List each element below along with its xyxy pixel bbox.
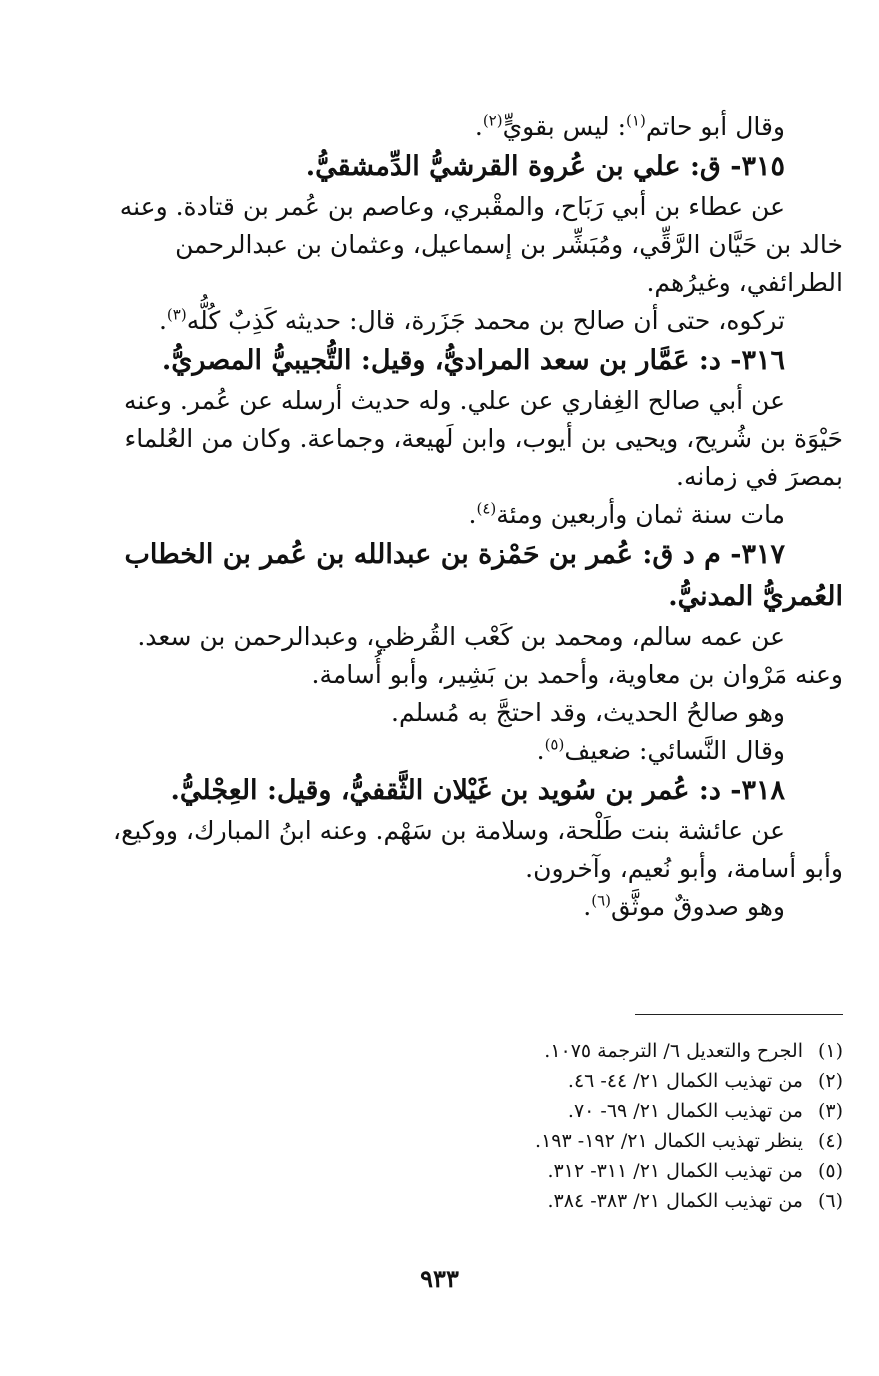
footnote <box>131 1186 843 1216</box>
footnote <box>131 1126 843 1156</box>
footnote-marker: (٤) <box>476 499 497 518</box>
footnote-text: من تهذيب الكمال ٢١/ ٤٤- ٤٦. <box>567 1070 803 1092</box>
footnote <box>131 1096 843 1126</box>
entry-heading-316: ٣١٦- د: عَمَّار بن سعد المراديُّ، وقيل: التُّجيبيُّ المصريُّ. <box>161 345 785 376</box>
text-line: عن عائشة بنت طَلْحة، وسلامة بن سَهْم. وعنه ابنُ المبارك، ووكيع، <box>113 816 785 845</box>
text-line: بمصرَ في زمانه. <box>676 462 843 491</box>
footnote-text: الجرح والتعديل ٦/ الترجمة ١٠٧٥. <box>544 1040 803 1062</box>
text-line: تركوه، حتى أن صالح بن محمد جَزَرة، قال: حديثه كَذِبٌ كُلُّه$^{(٣)}$. <box>158 305 785 335</box>
footnote-marker: (٣) <box>166 305 187 324</box>
text-line: وأبو أسامة، وأبو نُعيم، وآخرون. <box>525 854 843 883</box>
footnote-number: (٥) <box>817 1160 843 1182</box>
footnote-number: (٤) <box>817 1130 843 1152</box>
footnote-marker: (١) <box>626 111 646 130</box>
text-line: الطرائفي، وغيرُهم. <box>646 268 843 297</box>
entry-heading-318: ٣١٨- د: عُمر بن سُويد بن غَيْلان الثَّقفيُّ، وقيل: العِجْليُّ. <box>170 775 785 806</box>
text-line: عن عمه سالم، ومحمد بن كَعْب القُرظي، وعبدالرحمن بن سعد. <box>137 622 785 651</box>
footnote-divider <box>635 1014 843 1015</box>
text-line: وعنه مَرْوان بن معاوية، وأحمد بن بَشِير، وأبو أُسامة. <box>311 660 843 689</box>
footnote-number: (١) <box>817 1040 843 1062</box>
text-line: خالد بن حَيَّان الرَّقِّي، ومُبَشِّر بن إسماعيل، وعثمان بن عبدالرحمن <box>175 230 843 259</box>
footnote-text: من تهذيب الكمال ٢١/ ٣١١- ٣١٢. <box>547 1160 803 1182</box>
entry-heading-315: ٣١٥- ق: علي بن عُروة القرشيُّ الدِّمشقيُّ. <box>305 151 785 182</box>
text-line: مات سنة ثمان وأربعين ومئة$^{(٤)}$. <box>468 499 785 529</box>
footnote-text: من تهذيب الكمال ٢١/ ٣٨٣- ٣٨٤. <box>547 1190 803 1212</box>
footnotes <box>131 1036 843 1216</box>
text-line: عن أبي صالح الغِفاري عن علي. وله حديث أرسله عن عُمر. وعنه <box>124 386 785 415</box>
footnote-number: (٦) <box>817 1190 843 1212</box>
footnote-marker: (٥) <box>544 735 565 754</box>
footnote-text: ينظر تهذيب الكمال ٢١/ ١٩٢- ١٩٣. <box>535 1130 803 1152</box>
footnote <box>131 1036 843 1066</box>
page-number: ٩٣٣ <box>420 1264 459 1293</box>
footnote-marker: (٦) <box>591 891 611 910</box>
entry-heading-317-cont: العُمريُّ المدنيُّ. <box>668 581 843 612</box>
text-line: وهو صالحُ الحديث، وقد احتجَّ به مُسلم. <box>391 698 785 727</box>
footnote-number: (٣) <box>817 1100 843 1122</box>
text-line: وهو صدوقٌ موثَّق$^{(٦)}$. <box>583 891 785 921</box>
text-line: عن عطاء بن أبي رَبَاح، والمقْبري، وعاصم بن عُمر بن قتادة. وعنه <box>119 192 785 221</box>
footnote <box>131 1156 843 1186</box>
text-line: حَيْوَة بن شُريح، ويحيى بن أيوب، وابن لَهيعة، وجماعة. وكان من العُلماء <box>124 424 843 453</box>
footnote <box>131 1066 843 1096</box>
main-text <box>113 108 843 926</box>
footnote-text: من تهذيب الكمال ٢١/ ٦٩- ٧٠. <box>567 1100 803 1122</box>
entry-heading-317: ٣١٧- م د ق: عُمر بن حَمْزة بن عبدالله بن عُمر بن الخطاب <box>124 539 785 570</box>
text-line: وقال النَّسائي: ضعيف$^{(٥)}$. <box>536 735 785 765</box>
footnote-marker: (٢) <box>482 111 503 130</box>
footnote-number: (٢) <box>817 1070 843 1092</box>
text-line: وقال أبو حاتم$^{(١)}$: ليس بقويٍّ$^{(٢)}$. <box>474 111 785 141</box>
